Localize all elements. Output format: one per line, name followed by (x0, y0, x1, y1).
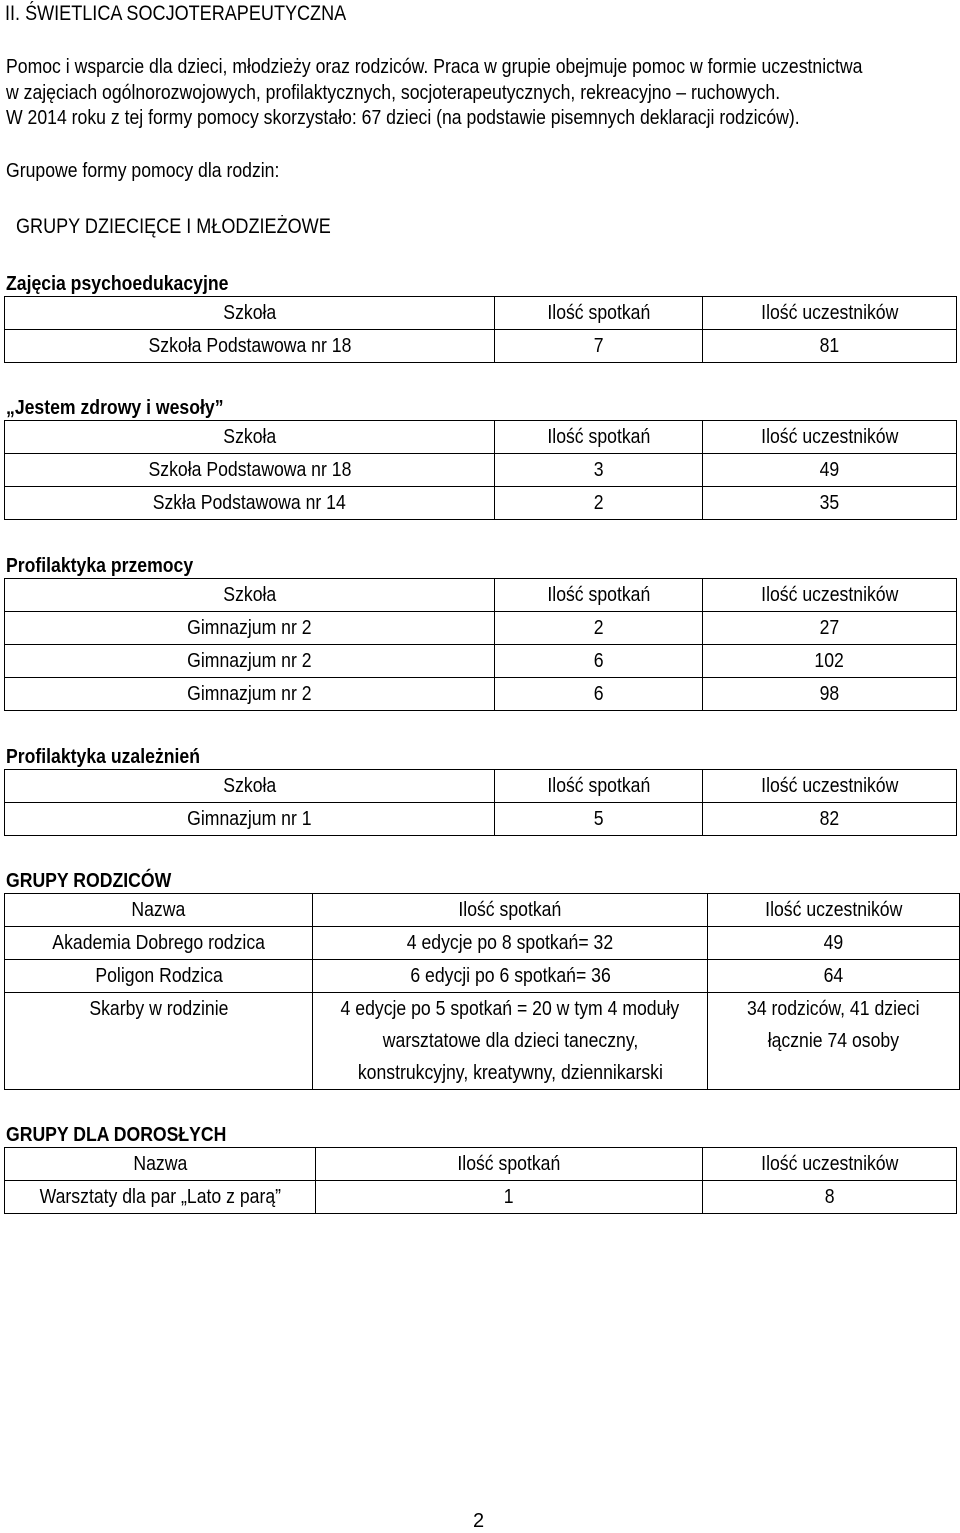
table-header-row: Szkoła Ilość spotkań Ilość uczestników (5, 421, 957, 454)
table-header-row: Nazwa Ilość spotkań Ilość uczestników (5, 1148, 957, 1181)
table-row: Warsztaty dla par „Lato z parą” 1 8 (5, 1181, 957, 1214)
table-profilaktyka-uzaleznien (4, 769, 957, 836)
section-title-psychoedukacyjne: Zajęcia psychoedukacyjne (6, 272, 229, 295)
table-row: Gimnazjum nr 2 6 98 (5, 678, 957, 711)
table-jestem-zdrowy (4, 420, 957, 520)
section-title-grupy-dla-doroslych: GRUPY DLA DOROSŁYCH (6, 1123, 227, 1146)
table-row: Poligon Rodzica 6 edycji po 6 spotkań= 36 64 (5, 960, 960, 993)
page-number: 2 (473, 1510, 485, 1532)
table-header-row: Nazwa Ilość spotkań Ilość uczestników (5, 894, 960, 927)
intro-paragraph: Pomoc i wsparcie dla dzieci, młodzieży oraz rodziców. Praca w grupie obejmuje pomoc w formie uczestnictwa w zajęciach ogólnorozwojowych, profilaktycznych, socjoterapeutycznych, rekreacyjno – ruchowych. W 2014 roku z tej formy pomocy skorzystało: 67 dzieci (na podstawie pisemnych deklaracji rodziców). (6, 55, 863, 129)
section-title-profilaktyka-przemocy: Profilaktyka przemocy (6, 554, 194, 577)
section-title-grupy-rodzicow: GRUPY RODZICÓW (6, 869, 172, 892)
page-heading: II. ŚWIETLICA SOCJOTERAPEUTYCZNA (5, 2, 347, 25)
table-row: Skarby w rodzinie 4 edycje po 5 spotkań = 20 w tym 4 moduły warsztatowe dla dzieci taneczny, konstrukcyjny, kreatywny, dziennikarski 34 rodziców, 41 dzieci łącznie 74 osoby (5, 993, 960, 1090)
table-row: Szkła Podstawowa nr 14 2 35 (5, 487, 957, 520)
table-row: Gimnazjum nr 2 6 102 (5, 645, 957, 678)
header-cell: Szkoła (5, 297, 495, 330)
header-cell: Ilość uczestników (703, 297, 957, 330)
table-row: Gimnazjum nr 2 2 27 (5, 612, 957, 645)
section-title-profilaktyka-uzaleznien: Profilaktyka uzależnień (6, 745, 201, 768)
table-row: Szkoła Podstawowa nr 18 3 49 (5, 454, 957, 487)
table-header-row: Szkoła Ilość spotkań Ilość uczestników (5, 770, 957, 803)
table-row: Akademia Dobrego rodzica 4 edycje po 8 spotkań= 32 49 (5, 927, 960, 960)
section-title-jestem-zdrowy: „Jestem zdrowy i wesoły” (6, 396, 224, 419)
table-row: Szkoła Podstawowa nr 18 7 81 (5, 330, 957, 363)
table-grupy-rodzicow (4, 893, 960, 1090)
children-groups-title: GRUPY DZIECIĘCE I MŁODZIEŻOWE (16, 215, 331, 238)
header-cell: Ilość spotkań (495, 297, 703, 330)
table-grupy-dla-doroslych (4, 1147, 957, 1214)
table-header-row (5, 297, 957, 330)
group-forms-label: Grupowe formy pomocy dla rodzin: (6, 159, 280, 182)
table-header-row: Szkoła Ilość spotkań Ilość uczestników (5, 579, 957, 612)
table-psychoedukacyjne (4, 296, 957, 363)
table-row: Gimnazjum nr 1 5 82 (5, 803, 957, 836)
table-profilaktyka-przemocy (4, 578, 957, 711)
